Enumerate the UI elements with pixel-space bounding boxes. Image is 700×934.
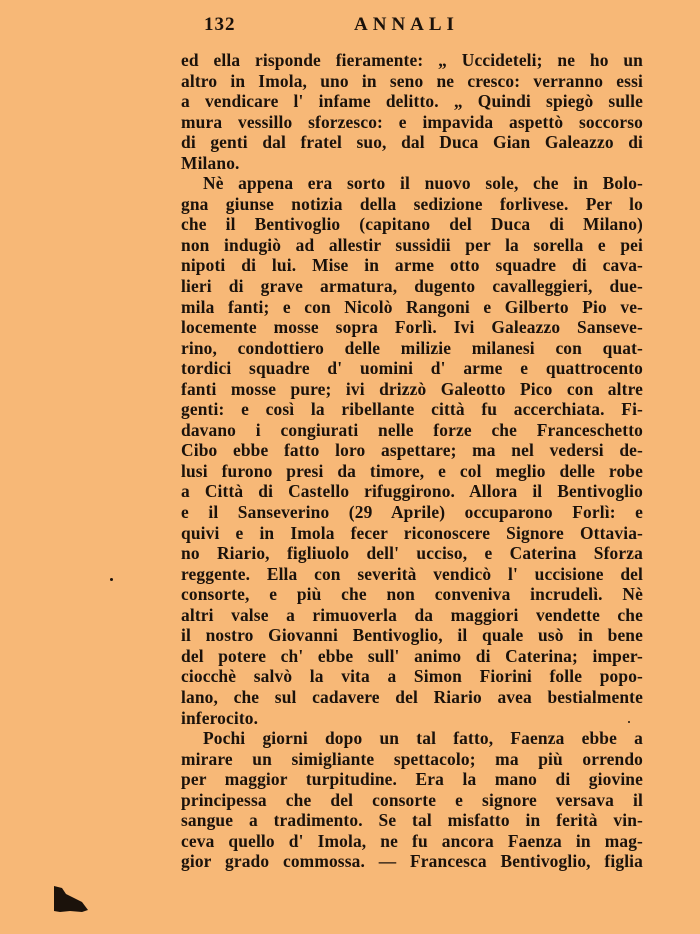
- ink-speck: [628, 721, 630, 723]
- text-line: per maggior turpitudine. Era la mano di giovine: [181, 769, 643, 790]
- text-line: tordici squadre d' uomini d' arme e quattrocento: [181, 358, 643, 379]
- text-line: Pochi giorni dopo un tal fatto, Faenza ebbe a: [203, 728, 643, 749]
- text-line: che il Bentivoglio (capitano del Duca di Milano): [181, 214, 643, 235]
- text-line: Milano.: [181, 152, 240, 173]
- text-line: altri valse a rimuoverla da maggiori vendette che: [181, 604, 643, 625]
- text-line: quivi e in Imola fecer riconoscere Signore Ottavia-: [181, 522, 643, 543]
- text-line: gna giunse notizia della sedizione forlivese. Per lo: [181, 193, 643, 214]
- text-line: Nè appena era sorto il nuovo sole, che in Bolo-: [203, 173, 643, 194]
- text-line: no Riario, figliuolo dell' ucciso, e Caterina Sforza: [181, 543, 643, 564]
- text-line: e il Sanseverino (29 Aprile) occuparono Forlì: e: [181, 502, 643, 523]
- text-line: genti: e così la ribellante città fu accerchiata. Fi-: [181, 399, 643, 420]
- page-header: [0, 14, 700, 40]
- text-line: consorte, e più che non conveniva incrudelì. Nè: [181, 584, 643, 605]
- ink-blot-mark: [52, 884, 90, 914]
- text-line: principessa che del consorte e signore versava il: [181, 789, 643, 810]
- text-line: Cibo ebbe fatto loro aspettare; ma nel vedersi de-: [181, 440, 643, 461]
- text-line: ed ella risponde fieramente: „ Uccideteli; ne ho un: [181, 50, 643, 70]
- text-line: lieri di grave armatura, dugento cavalleggieri, due-: [181, 276, 643, 297]
- text-line: lusi furono presi da timore, e col meglio delle robe: [181, 460, 643, 481]
- page-number: 132: [204, 14, 236, 35]
- text-line: il nostro Giovanni Bentivoglio, il quale usò in bene: [181, 625, 643, 646]
- text-line: non indugiò ad allestir sussidii per la sorella e pei: [181, 234, 643, 255]
- body-text: [181, 50, 643, 872]
- text-line: a vendicare l' infame delitto. „ Quindi spiegò sulle: [181, 91, 643, 112]
- text-line: nipoti di lui. Mise in arme otto squadre di cava-: [181, 255, 643, 276]
- text-line: mirare un simigliante spettacolo; ma più orrendo: [181, 748, 643, 769]
- text-line: fanti mosse pure; ivi drizzò Galeotto Pico con altre: [181, 378, 643, 399]
- text-line: gior grado commossa. — Francesca Bentivoglio, figlia: [181, 851, 643, 872]
- text-line: ciocchè salvò la vita a Simon Fiorini folle popo-: [181, 666, 643, 687]
- text-line: sangue a tradimento. Se tal misfatto in ferità vin-: [181, 810, 643, 831]
- text-line: mila fanti; e con Nicolò Rangoni e Gilberto Pio ve-: [181, 296, 643, 317]
- text-line: locemente mosse sopra Forlì. Ivi Galeazzo Sanseve-: [181, 317, 643, 338]
- text-line: a Città di Castello rifuggirono. Allora il Bentivoglio: [181, 481, 643, 502]
- text-line: di genti dal fratel suo, dal Duca Gian Galeazzo di: [181, 132, 643, 153]
- ink-speck: [110, 578, 113, 581]
- text-line: del potere ch' ebbe sull' animo di Caterina; imper-: [181, 645, 643, 666]
- text-line: inferocito.: [181, 707, 259, 728]
- text-line: ceva quello d' Imola, ne fu ancora Faenza in mag-: [181, 830, 643, 851]
- text-line: lano, che sul cadavere del Riario avea bestialmente: [181, 686, 643, 707]
- text-line: altro in Imola, uno in seno ne cresco: verranno essi: [181, 70, 643, 91]
- text-line: reggente. Ella con severità vendicò l' uccisione del: [181, 563, 643, 584]
- text-line: davano i congiurati nelle forze che Franceschetto: [181, 419, 643, 440]
- text-line: rino, condottiero delle milizie milanesi con quat-: [181, 337, 643, 358]
- text-line: mura vessillo sforzesco: e impavida aspettò soccorso: [181, 111, 643, 132]
- running-head: ANNALI: [354, 14, 459, 35]
